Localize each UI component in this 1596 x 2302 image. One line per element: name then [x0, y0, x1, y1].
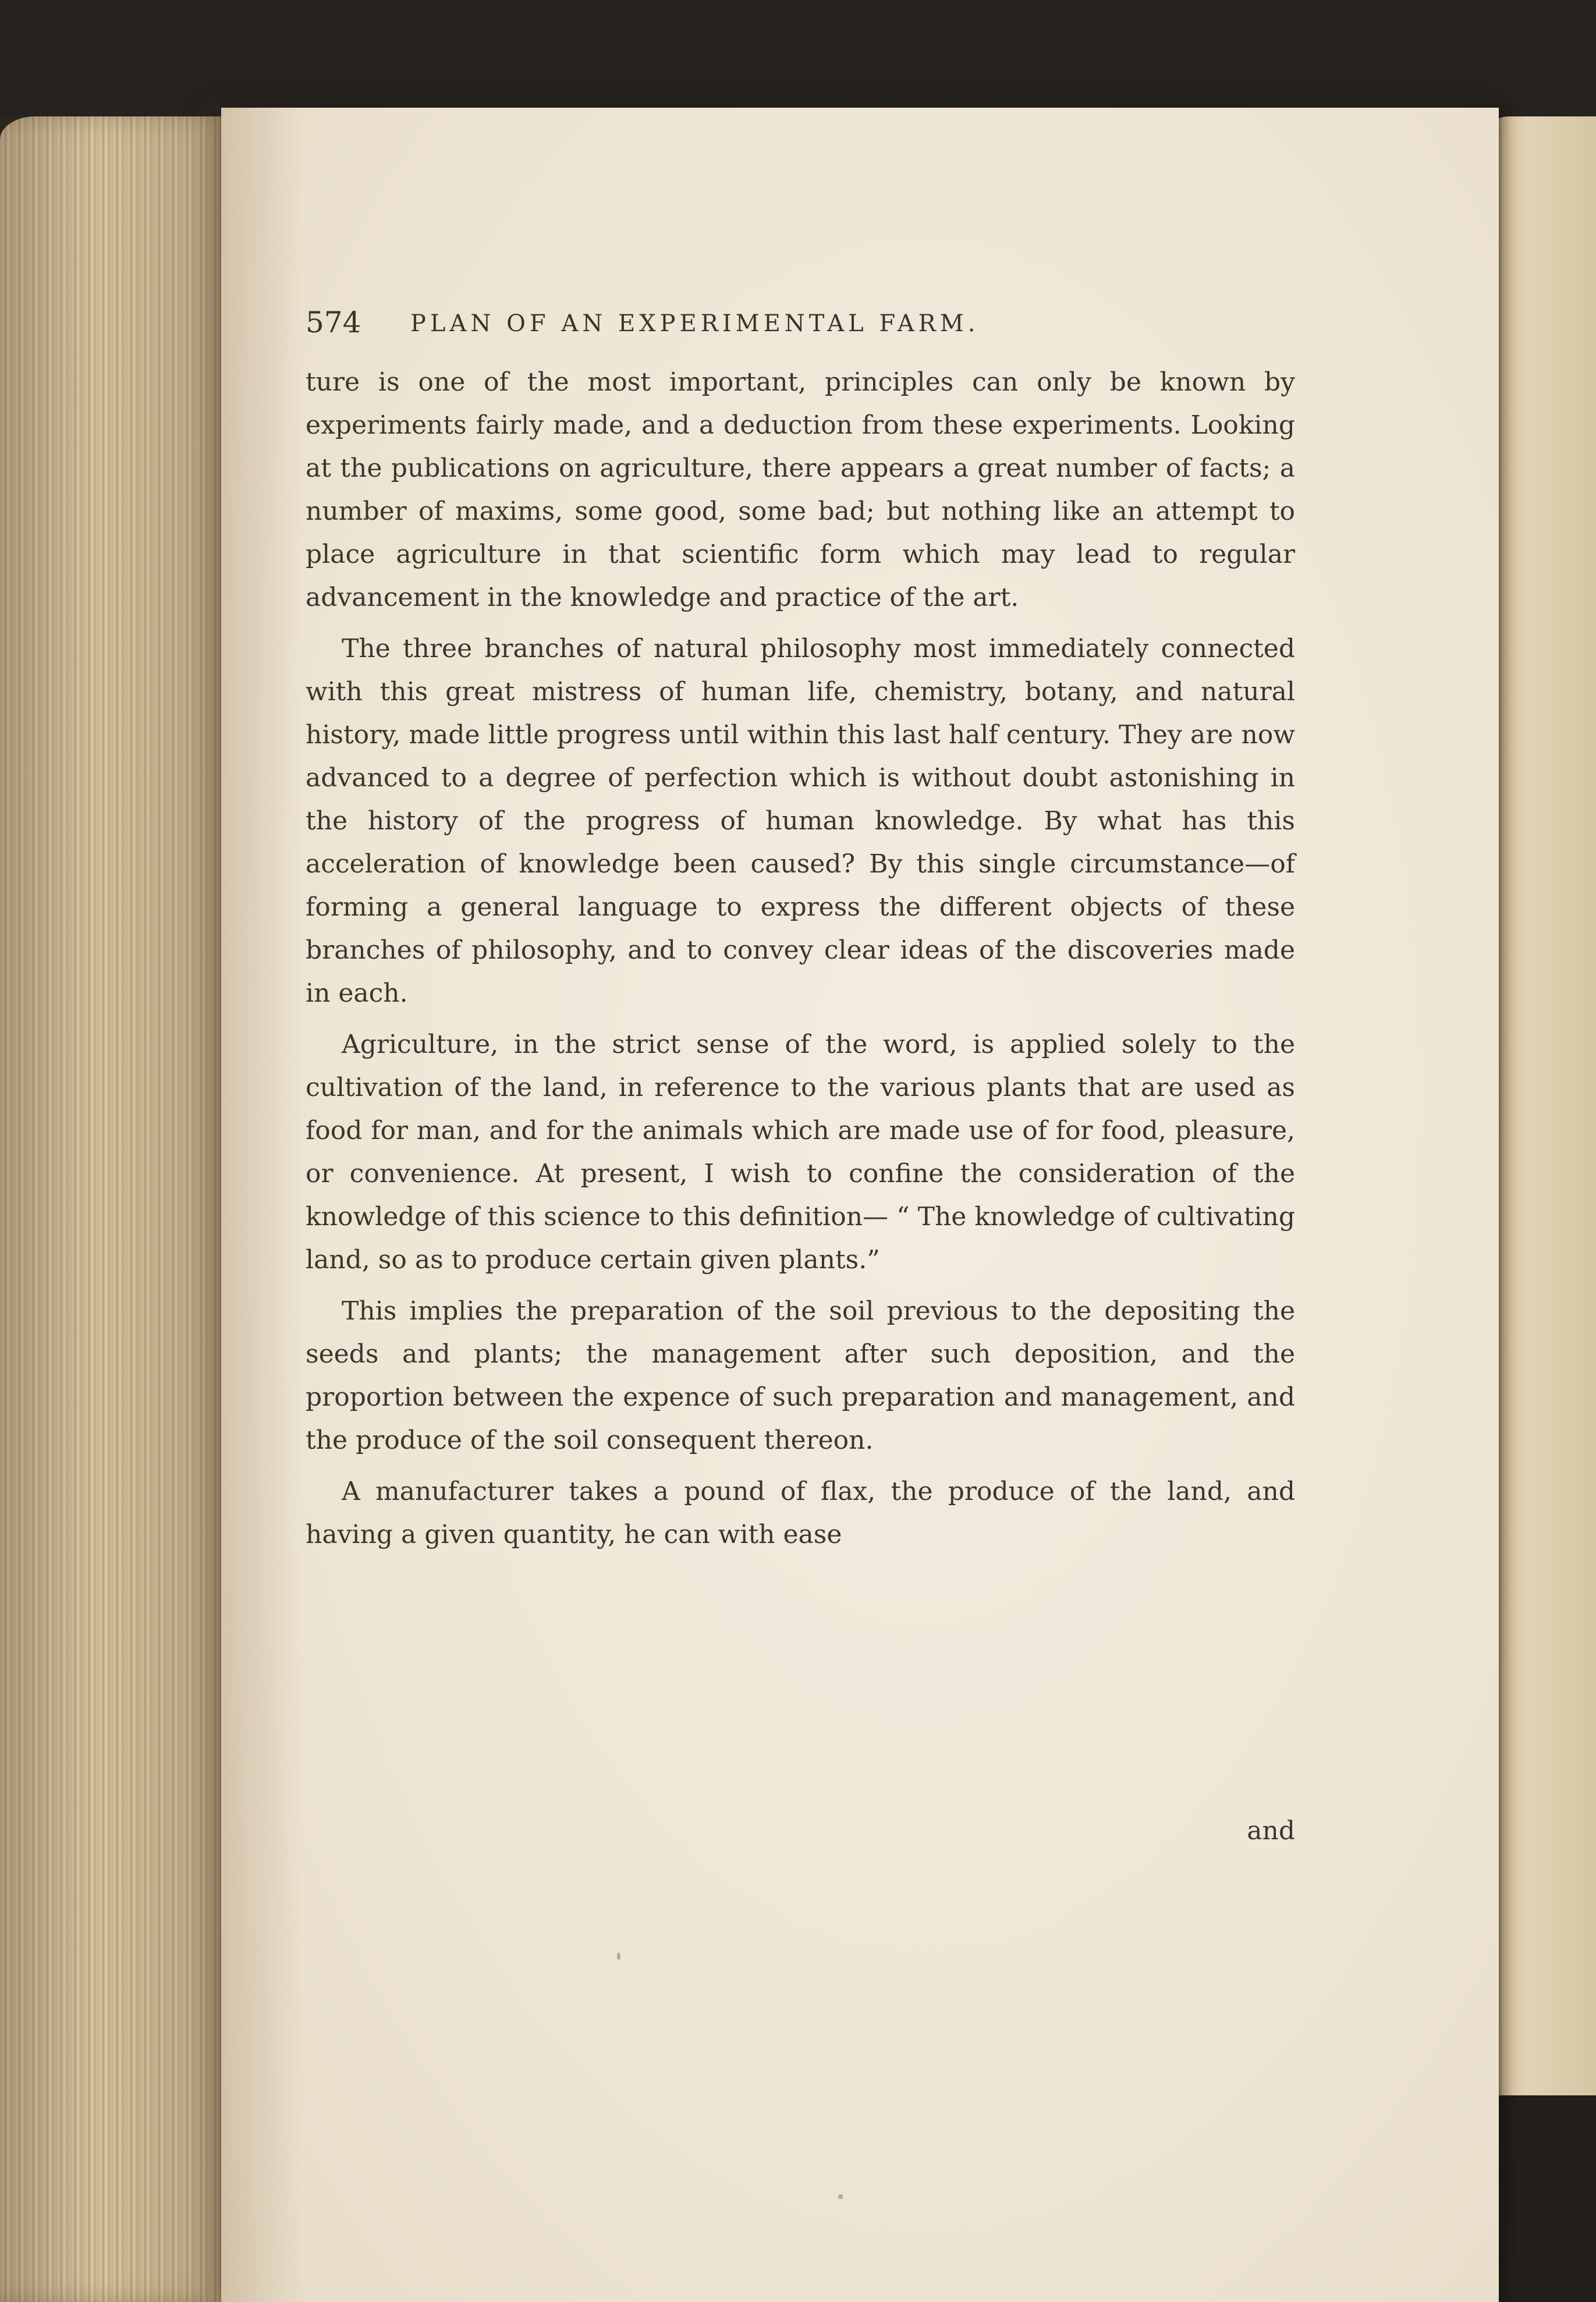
paragraph: This implies the preparation of the soil previous to the depositing the seeds and plants; the management after such deposition, and the proportion between the expence of such preparation and management, and the produce of the soil consequent thereon. [306, 1296, 1295, 1455]
paper-speck [838, 2194, 843, 2199]
paragraph: Agriculture, in the strict sense of the word, is applied solely to the cultivation of the land, in reference to the various plants that are used as food for man, and for the animals which are made use of for food, pleasure, or convenience. At present, I wish to confine the consideration of the knowledge of this science to this definition— “ The knowledge of cultivating land, so as to produce certain given plants.” [306, 1030, 1295, 1275]
page-number: 574 [306, 306, 361, 339]
running-head: PLAN OF AN EXPERIMENTAL FARM. [410, 310, 980, 337]
body-text [306, 361, 1295, 1565]
page-header [306, 306, 1295, 358]
catchword: and [1247, 1816, 1295, 1846]
book-fore-edge [0, 116, 244, 2302]
paragraph: A manufacturer takes a pound of flax, the produce of the land, and having a given quantity, he can with ease [306, 1477, 1295, 1549]
facing-page-edge [1491, 116, 1596, 2095]
paper-speck [617, 1953, 620, 1960]
paragraph: The three branches of natural philosophy most immediately connected with this great mistress of human life, chemistry, botany, and natural history, made little progress until within this last half century. They are now advanced to a degree of perfection which is without doubt astonishing in the history of the progress of human knowledge. By what has this acceleration of knowledge been caused? By this single circumstance—of forming a general language to express the different objects of these branches of philosophy, and to convey clear ideas of the discoveries made in each. [306, 634, 1295, 1008]
paragraph: ture is one of the most important, principles can only be known by experiments fairly made, and a deduction from these experiments. Looking at the publications on agriculture, there appears a great number of facts; a number of maxims, some good, some bad; but nothing like an attempt to place agriculture in that scientific form which may lead to regular advancement in the knowledge and practice of the art. [306, 367, 1295, 612]
